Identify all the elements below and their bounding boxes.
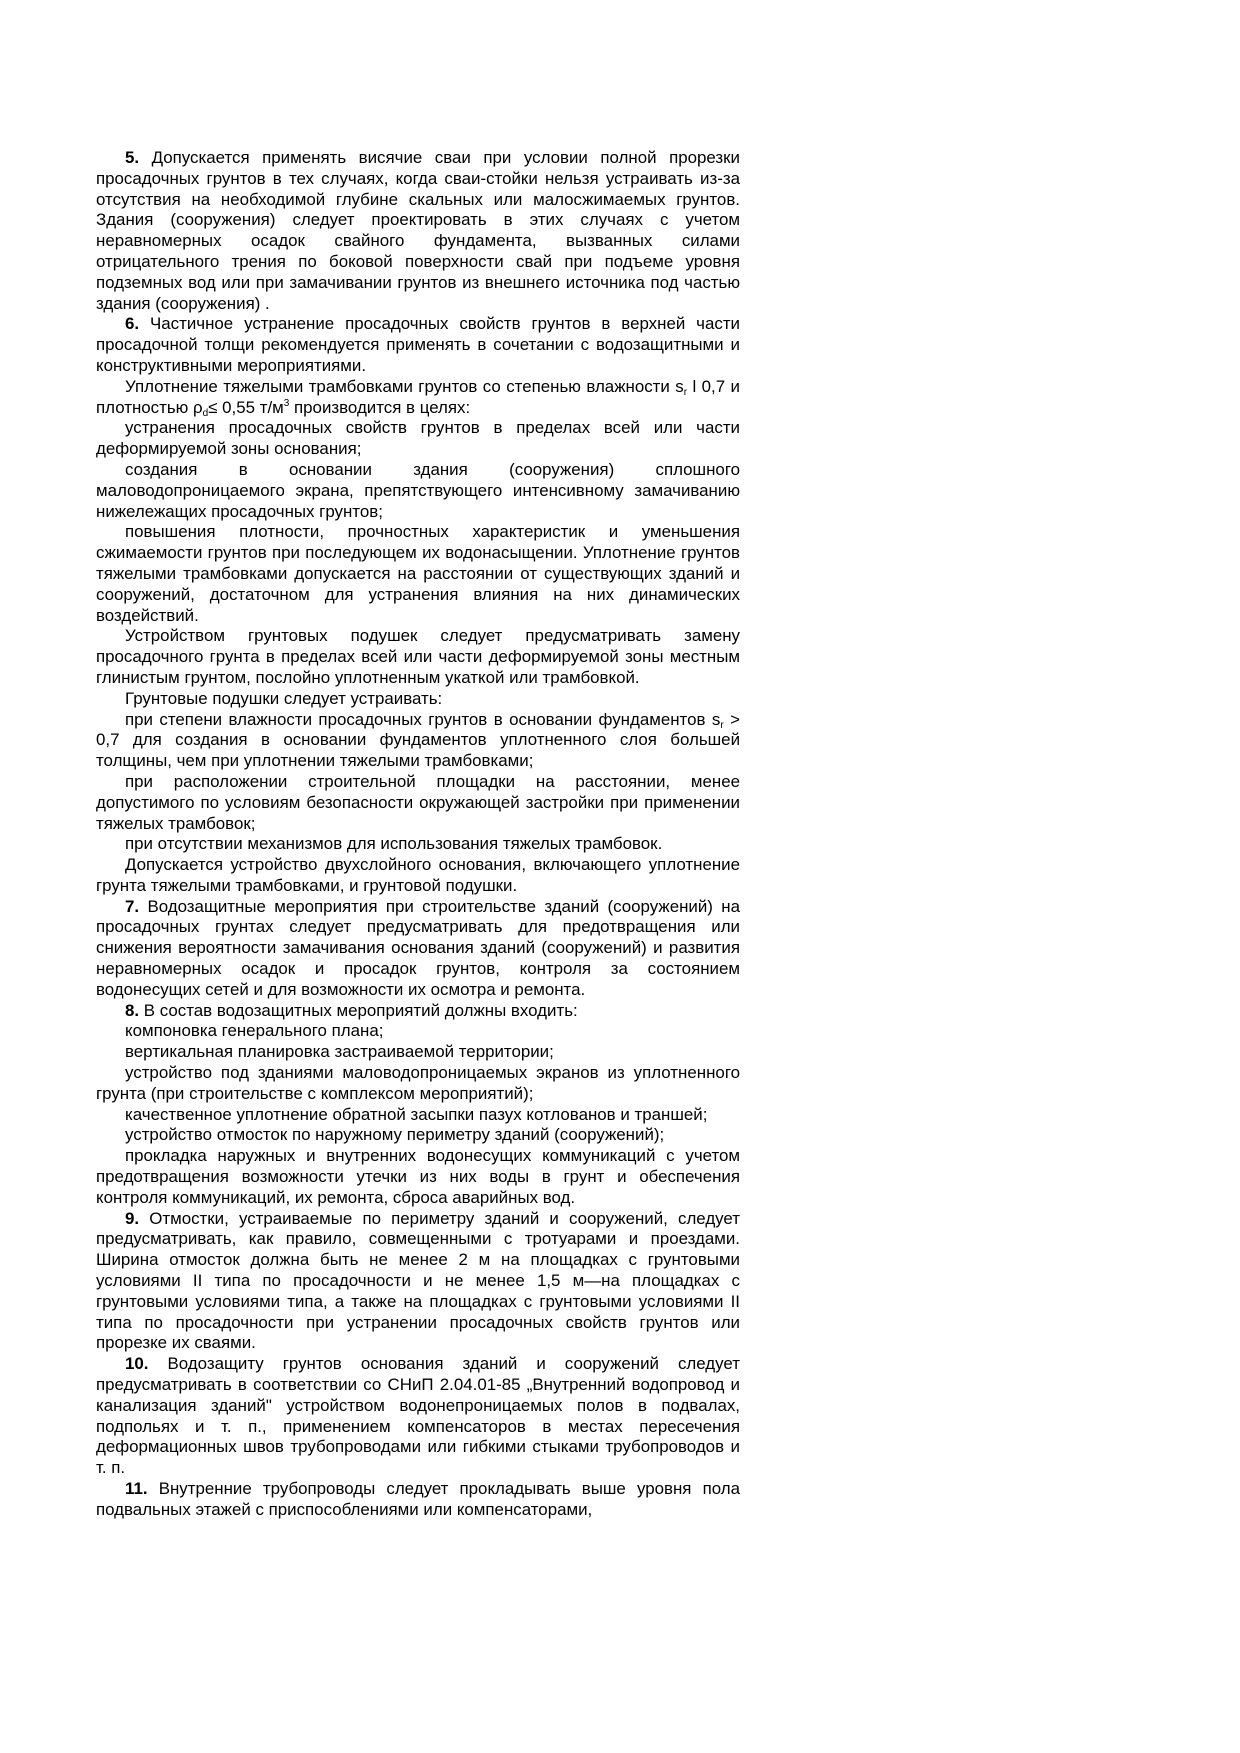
paragraph-text: Грунтовые подушки следует устраивать: xyxy=(125,688,443,708)
paragraph-text: В состав водозащитных мероприятий должны входить: xyxy=(139,1000,578,1020)
paragraph-10 xyxy=(96,1354,740,1479)
paragraph-text: качественное уплотнение обратной засыпки пазух котлованов и траншей; xyxy=(125,1104,708,1124)
list-item xyxy=(96,1042,740,1063)
paragraph-text: вертикальная планировка застраиваемой территории; xyxy=(125,1042,554,1062)
list-item xyxy=(96,1125,740,1146)
paragraph-text: Частичное устранение просадочных свойств грунтов в верхней части просадочной толщи рекомендуется применять в сочетании с водозащитными и конструктивными мероприятиями. xyxy=(96,314,740,375)
paragraph-text: устранения просадочных свойств грунтов в пределах всей или части деформируемой зоны основания; xyxy=(96,418,740,459)
paragraph-text: устройство отмосток по наружному периметру зданий (сооружений); xyxy=(125,1125,665,1145)
paragraph-two-layer xyxy=(96,855,740,897)
clause-number: 10. xyxy=(125,1354,149,1374)
formula-text: ≤ 0,55 т/м xyxy=(208,397,284,417)
paragraph-8 xyxy=(96,1001,740,1022)
clause-number: 9. xyxy=(125,1208,140,1228)
paragraph-compaction xyxy=(96,377,740,419)
list-item xyxy=(96,418,740,460)
paragraph-text: при отсутствии механизмов для использования тяжелых трамбовок. xyxy=(125,834,663,854)
document-page xyxy=(96,148,740,1521)
paragraph-text: при расположении строительной площадки на расстоянии, менее допустимого по условиям безопасности окружающей застройки при применении тяжелых трамбовок; xyxy=(96,771,740,833)
list-item xyxy=(96,834,740,855)
paragraph-text: прокладка наружных и внутренних водонесущих коммуникаций с учетом предотвращения возможности утечки из них воды в грунт и обеспечения контроля коммуникаций, их ремонта, сброса аварийных вод. xyxy=(96,1146,740,1207)
list-item xyxy=(96,522,740,626)
paragraph-text: при степени влажности просадочных грунтов в основании фундаментов s xyxy=(125,709,721,729)
paragraph-text: Допускается устройство двухслойного основания, включающего уплотнение грунта тяжелыми трамбовками, и грунтовой подушки. xyxy=(96,855,740,895)
paragraph-7 xyxy=(96,897,740,1001)
paragraph-text: Отмостки, устраиваемые по периметру зданий и сооружений, следует предусматривать, как правило, совмещенными с тротуарами и проездами. Ширина отмосток должна быть не менее 2 м на площадках с грунтовыми условиями II типа по просадочности и не менее 1,5 м—на площадках с грунтовыми условиями типа, а также на площадках с грунтовыми условиями II типа по просадочности при устранении просадочных свойств грунтов или прорезке их сваями. xyxy=(96,1208,740,1353)
paragraph-text: Водозащиту грунтов основания зданий и сооружений следует предусматривать в соответствии со СНиП 2.04.01-85 „Внутренний водопровод и канализация зданий" устройством водонепроницаемых полов в подвалах, подпольях и т. п., применением компенсаторов в местах пересечения деформационных швов трубопроводами или гибкими стыками трубопроводов и т. п. xyxy=(96,1354,740,1478)
paragraph-6 xyxy=(96,314,740,376)
clause-number: 11. xyxy=(125,1479,148,1498)
formula-text: l 0,7 и плотностью ρ xyxy=(96,376,740,417)
list-item xyxy=(96,772,740,834)
paragraph-5 xyxy=(96,148,740,314)
formula-text: > 0,7 для создания в основании фундаментов уплотненного слоя большей толщины, чем при уплотнении тяжелыми трамбовками; xyxy=(96,709,740,771)
paragraph-text: повышения плотности, прочностных характеристик и уменьшения сжимаемости грунтов при последующем их водонасыщении. Уплотнение грунтов тяжелыми трамбовками допускается на расстоянии от существующих зданий и сооружений, достаточном для устранения влияния на них динамических воздействий. xyxy=(96,522,740,625)
list-item xyxy=(96,1105,740,1126)
paragraph-text: Допускается применять висячие сваи при условии полной прорезки просадочных грунтов в тех случаях, когда сваи-стойки нельзя устраивать из-за отсутствия на необходимой глубине скальных или малосжимаемых грунтов. Здания (сооружения) следует проектировать в этих случаях с учетом неравномерных осадок свайного фундамента, вызванных силами отрицательного трения по боковой поверхности свай при подъеме уровня подземных вод или при замачивании грунтов из внешнего источника под частью здания (сооружения) . xyxy=(96,148,740,313)
formula-subscript: d xyxy=(202,407,209,419)
paragraph-text: создания в основании здания (сооружения) сплошного маловодопроницаемого экрана, препятствующего интенсивному замачиванию нижележащих просадочных грунтов; xyxy=(96,459,740,521)
paragraph-text: Внутренние трубопроводы следует прокладывать выше уровня пола подвальных этажей с приспособлениями или компенсаторами, xyxy=(96,1479,740,1519)
paragraph-cushions xyxy=(96,626,740,688)
clause-number: 8. xyxy=(125,1000,140,1020)
paragraph-11 xyxy=(96,1479,740,1521)
list-item xyxy=(96,710,740,772)
formula-variable: s xyxy=(675,376,684,396)
list-item xyxy=(96,460,740,522)
clause-number: 5. xyxy=(125,148,140,167)
clause-number: 6. xyxy=(125,314,140,334)
formula-superscript: 3 xyxy=(283,397,290,409)
formula-subscript: r xyxy=(683,386,688,398)
list-item xyxy=(96,1021,740,1042)
paragraph-text: Устройством грунтовых подушек следует предусматривать замену просадочного грунта в пределах всей или части деформируемой зоны местным глинистым грунтом, послойно уплотненным укаткой или трамбовкой. xyxy=(96,626,740,687)
paragraph-text: Водозащитные мероприятия при строительстве зданий (сооружений) на просадочных грунтах следует предусматривать для предотвращения или снижения вероятности замачивания основания зданий (сооружений) и развития неравномерных осадок и просадок грунтов, контроля за состоянием водонесущих сетей и для возможности их осмотра и ремонта. xyxy=(96,896,740,999)
list-item xyxy=(96,1146,740,1208)
paragraph-text: компоновка генерального плана; xyxy=(125,1021,384,1041)
paragraph-text: Уплотнение тяжелыми трамбовками грунтов со степенью влажности xyxy=(125,376,670,396)
paragraph-text: устройство под зданиями маловодопроницаемых экранов из уплотненного грунта (при строительстве с комплексом мероприятий); xyxy=(96,1063,740,1103)
clause-number: 7. xyxy=(125,896,140,916)
list-item xyxy=(96,1063,740,1105)
paragraph-9 xyxy=(96,1209,740,1355)
paragraph-cushions-lead xyxy=(96,689,740,710)
formula-text: производится в целях: xyxy=(289,397,471,417)
formula-subscript: r xyxy=(720,719,724,731)
